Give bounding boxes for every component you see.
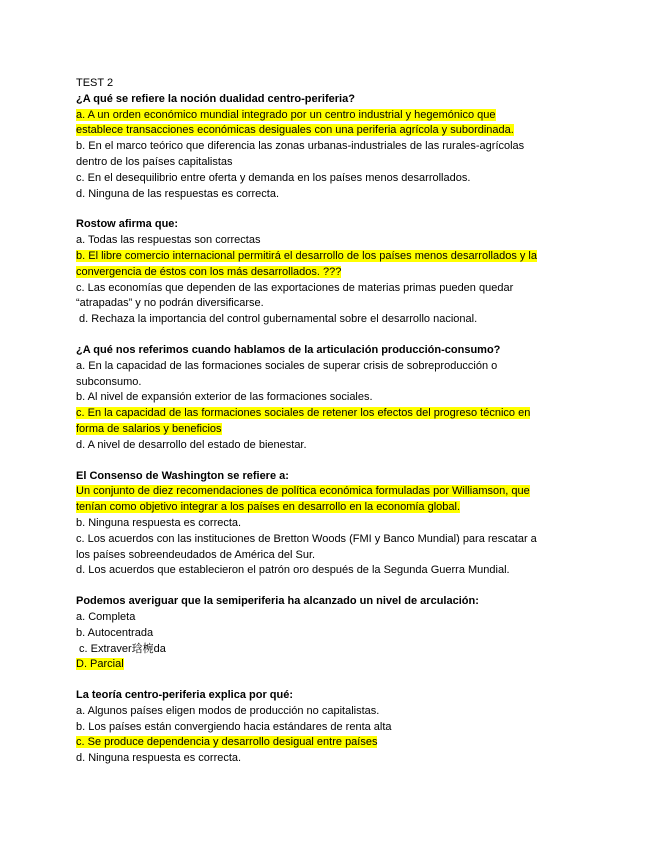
answer-b: b. En el marco teórico que diferencia las zonas urbanas-industriales de las rurales-agrícolas [76,140,525,153]
answer-a-highlighted: Un conjunto de diez recomendaciones de política económica formuladas por Williamson, que [76,485,530,498]
answer-b-cont: dentro de los países capitalistas [76,155,233,168]
answer-b: b. Ninguna respuesta es correcta. [76,516,242,529]
answer-b: b. Los países están convergiendo hacia estándares de renta alta [76,720,392,733]
answer-a: a. En la capacidad de las formaciones sociales de superar crisis de sobreproducción o [76,359,498,372]
answer-d: d. Rechaza la importancia del control gubernamental sobre el desarrollo nacional. [76,313,478,326]
question-text: El Consenso de Washington se refiere a: [76,469,289,482]
answer-c: c. En el desequilibrio entre oferta y demanda en los países menos desarrollados. [76,171,471,184]
answer-b: b. Autocentrada [76,626,154,639]
question-block-5 [76,594,615,673]
document-title: TEST 2 [76,77,114,89]
answer-b-highlighted: b. El libre comercio internacional permitirá el desarrollo de los países menos desarrollados y la [76,249,537,262]
answer-d-highlighted: D. Parcial [76,658,124,671]
answer-d: d. Los acuerdos que establecieron el patrón oro después de la Segunda Guerra Mundial. [76,564,510,577]
answer-c-highlighted-cont: forma de salarios y beneficios [76,422,222,435]
answer-c: c. Los acuerdos con las instituciones de Bretton Woods (FMI y Banco Mundial) para rescatar a [76,532,537,545]
answer-a-cont: subconsumo. [76,375,142,388]
answer-b: b. Al nivel de expansión exterior de las formaciones sociales. [76,391,373,404]
answer-d: d. Ninguna de las respuestas es correcta. [76,187,280,200]
question-text: ¿A qué se refiere la noción dualidad centro-periferia? [76,92,355,105]
answer-c-highlighted: c. En la capacidad de las formaciones sociales de retener los efectos del progreso técnico en [76,407,531,420]
answer-a-highlighted-cont: tenían como objetivo integrar a los países en desarrollo en la economía global. [76,501,461,514]
answer-c: c. Extraver琀椀da [76,642,166,655]
answer-a: a. Algunos países eligen modos de producción no capitalistas. [76,704,380,717]
question-block-1 [76,92,615,203]
question-text: La teoría centro-periferia explica por qué: [76,689,294,702]
answer-c-highlighted: c. Se produce dependencia y desarrollo desigual entre países [76,736,378,749]
answer-c-cont: “atrapadas” y no podrán diversificarse. [76,297,264,310]
question-text: Rostow afirma que: [76,218,179,231]
answer-a: a. Todas las respuestas son correctas [76,234,261,247]
question-text: Podemos averiguar que la semiperiferia ha alcanzado un nivel de arculación: [76,595,479,608]
answer-d: d. Ninguna respuesta es correcta. [76,752,242,765]
answer-a-highlighted: a. A un orden económico mundial integrado por un centro industrial y hegemónico que [76,108,496,121]
answer-c: c. Las economías que dependen de las exportaciones de materias primas pueden quedar [76,281,514,294]
answer-a-highlighted-cont: establece transacciones económicas desiguales con una periferia agrícola y subordinada. [76,124,514,137]
question-text: ¿A qué nos referimos cuando hablamos de la articulación producción-consumo? [76,343,501,356]
question-block-6 [76,688,615,767]
question-block-3 [76,343,615,454]
answer-d: d. A nivel de desarrollo del estado de bienestar. [76,438,307,451]
answer-b-highlighted-cont: convergencia de éstos con los más desarrollados. ??? [76,265,342,278]
question-block-4 [76,469,615,580]
answer-c-cont: los países sobreendeudados de América del Sur. [76,548,316,561]
answer-a: a. Completa [76,610,136,623]
question-block-2 [76,217,615,328]
